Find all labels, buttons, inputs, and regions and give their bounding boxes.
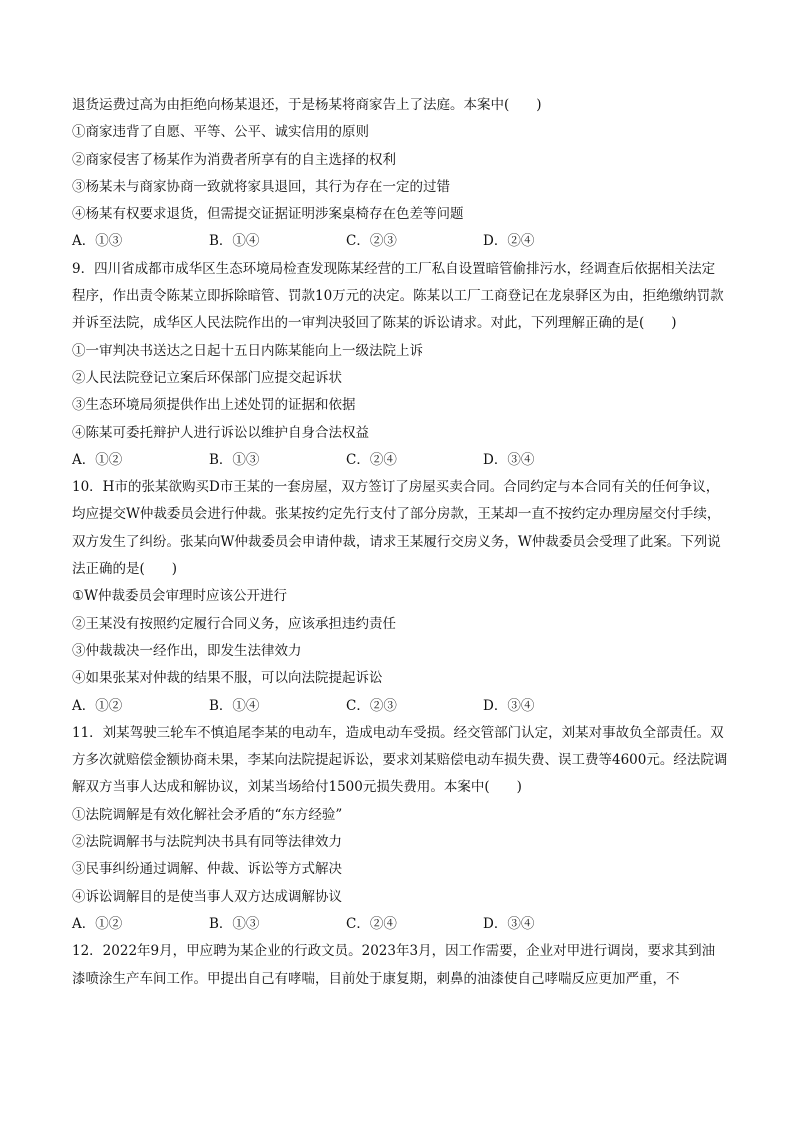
statement-line: ②商家侵害了杨某作为消费者所享有的自主选择的权利 xyxy=(72,151,396,168)
statement-line: ④如果张某对仲裁的结果不服，可以向法院提起诉讼 xyxy=(72,670,383,687)
statement-line: ②人民法院登记立案后环保部门应提交起诉状 xyxy=(72,369,342,386)
answer-options xyxy=(72,228,728,255)
answer-option: D．③④ xyxy=(483,697,535,714)
answer-option: B．①④ xyxy=(209,233,260,250)
answer-option: B．①④ xyxy=(209,697,260,714)
question-stem: 10．H市的张某欲购买D市王某的一套房屋，双方签订了房屋买卖合同。合同约定与本合同有关的任何争议，均应提交W仲裁委员会进行仲裁。张某按约定先行支付了部分房款，王某却一直不按约定办理房屋交付手续，双方发生了纠纷。张某向W仲裁委员会申请仲裁，请求王某履行交房义务，W仲裁委员会受理了此案。下列说法正确的是( ) xyxy=(72,479,721,578)
answer-option: A．①③ xyxy=(72,233,123,250)
question-list xyxy=(72,92,728,993)
statement-line: ①法院调解是有效化解社会矛盾的“东方经验” xyxy=(72,806,343,823)
question-stem: 12．2022年9月，甲应聘为某企业的行政文员。2023年3月，因工作需要，企业对甲进行调岗，要求其到油漆喷涂生产车间工作。甲提出自己有哮喘，目前处于康复期，刺鼻的油漆使自己哮喘反应更加严重，不 xyxy=(72,943,716,987)
answer-option: C．②④ xyxy=(346,451,397,468)
statement-line: ④陈某可委托辩护人进行诉讼以维护自身合法权益 xyxy=(72,424,369,441)
statement-line: ③仲裁裁决一经作出，即发生法律效力 xyxy=(72,642,302,659)
answer-option: A．①② xyxy=(72,451,123,468)
answer-option: B．①③ xyxy=(209,451,260,468)
statement-line: ③民事纠纷通过调解、仲裁、诉讼等方式解决 xyxy=(72,861,342,878)
question-stem: 9．四川省成都市成华区生态环境局检查发现陈某经营的工厂私自设置暗管偷排污水，经调查后依据相关法定程序，作出责令陈某立即拆除暗管、罚款10万元的决定。陈某以工厂工商登记在龙泉驿区为由，拒绝缴纳罚款并诉至法院，成华区人民法院作出的一审判决驳回了陈某的诉讼请求。对此，下列理解正确的是( ) xyxy=(72,260,724,332)
answer-option: C．②③ xyxy=(346,697,397,714)
statement-line: ①一审判决书送达之日起十五日内陈某能向上一级法院上诉 xyxy=(72,342,423,359)
statement-line: ④杨某有权要求退货，但需提交证据证明涉案桌椅存在色差等问题 xyxy=(72,206,464,223)
answer-option: A．①② xyxy=(72,697,123,714)
answer-option: D．③④ xyxy=(483,451,535,468)
answer-options xyxy=(72,693,728,720)
question-stem: 11．刘某驾驶三轮车不慎追尾李某的电动车，造成电动车受损。经交管部门认定，刘某对事故负全部责任。双方多次就赔偿金额协商未果，李某向法院提起诉讼，要求刘某赔偿电动车损失费、误工费等4600元。经法院调解双方当事人达成和解协议，刘某当场给付1500元损失费用。本案中( ) xyxy=(72,724,728,796)
answer-option: D．②④ xyxy=(483,233,535,250)
statement-line: ①商家违背了自愿、平等、公平、诚实信用的原则 xyxy=(72,124,369,141)
answer-options xyxy=(72,447,728,474)
statement-line: ③生态环境局须提供作出上述处罚的证据和依据 xyxy=(72,397,356,414)
statement-line: ②王某没有按照约定履行合同义务，应该承担违约责任 xyxy=(72,615,396,632)
answer-option: D．③④ xyxy=(483,915,535,932)
answer-options xyxy=(72,911,728,938)
statement-line: ②法院调解书与法院判决书具有同等法律效力 xyxy=(72,834,342,851)
statement-line: ①W仲裁委员会审理时应该公开进行 xyxy=(72,588,287,605)
statement-line: 退货运费过高为由拒绝向杨某退还，于是杨某将商家告上了法庭。本案中( ) xyxy=(72,97,542,113)
answer-option: B．①③ xyxy=(209,915,260,932)
statement-line: ④诉讼调解目的是使当事人双方达成调解协议 xyxy=(72,888,342,905)
answer-option: C．②③ xyxy=(346,233,397,250)
answer-option: C．②④ xyxy=(346,915,397,932)
statement-line: ③杨某未与商家协商一致就将家具退回，其行为存在一定的过错 xyxy=(72,178,450,195)
answer-option: A．①② xyxy=(72,915,123,932)
